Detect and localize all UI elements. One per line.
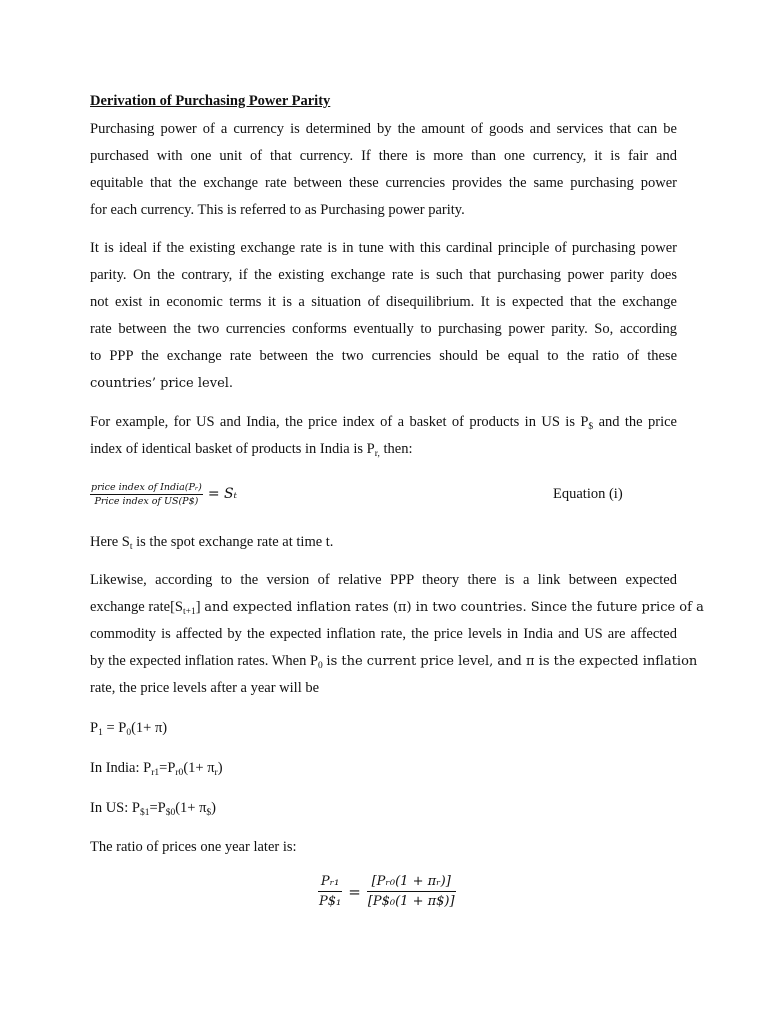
text-run: = P — [102, 720, 127, 736]
text-line: Likewise, according to the version of relative PPP theory there is a link between expected — [90, 572, 677, 588]
text-run: is the spot exchange rate at time t. — [132, 534, 334, 550]
formula-us — [90, 800, 216, 817]
subscript: r, — [374, 449, 380, 459]
text-run: In US: P — [90, 800, 140, 816]
paragraph-relative-ppp — [90, 567, 704, 702]
subscript: $0 — [165, 808, 176, 818]
text-run: =P — [149, 800, 166, 816]
equation-rhs: = Sₜ — [207, 486, 238, 502]
text-line: commodity is affected by the expected inflation rate, the price levels in India and US are affected — [90, 626, 677, 642]
text-run: ) — [211, 800, 217, 816]
subscript: $1 — [139, 808, 150, 818]
text-line: to PPP the exchange rate between the two currencies should be equal to the ratio of these — [90, 348, 677, 364]
text-run: In India: P — [90, 760, 152, 776]
subscript: $ — [206, 808, 212, 818]
fraction-denominator: [P$₀(1 + π$)] — [367, 894, 455, 909]
text-line — [90, 594, 704, 621]
paragraph-definition — [90, 116, 677, 224]
text-line: parity. On the contrary, if the existing exchange rate is such that purchasing power parity does — [90, 267, 677, 283]
text-run: (1+ π — [175, 800, 207, 816]
fraction — [367, 874, 456, 909]
text-run: For example, for US and India, the price index of a basket of products in US is P — [90, 414, 589, 430]
text-line: Purchasing power of a currency is determined by the amount of goods and services that can be — [90, 121, 677, 137]
text-line: countries’ price level. — [90, 376, 234, 391]
text-line: rate between the two currencies conforms eventually to purchasing power parity. So, according — [90, 321, 677, 337]
text-line — [90, 436, 677, 463]
text-line — [90, 648, 698, 675]
text-line: equitable that the exchange rate between these currencies provides the same purchasing power — [90, 175, 677, 191]
text-run: by the expected inflation rates. When P — [90, 653, 319, 669]
formula-india — [90, 760, 223, 777]
text-line — [90, 409, 677, 436]
text-run: then: — [379, 441, 413, 457]
subscript: r — [214, 768, 218, 778]
text-run: Here S — [90, 534, 130, 550]
subscript: t+1 — [183, 607, 196, 617]
formula-general — [90, 720, 167, 737]
paragraph-spot-rate — [90, 534, 333, 551]
fraction-numerator: [Pᵣ₀(1 + πᵣ)] — [371, 874, 451, 889]
subscript: t — [129, 542, 133, 552]
fraction-numerator: Pᵣ₁ — [320, 874, 340, 889]
fraction-bar — [318, 891, 342, 892]
text-line: not exist in economic terms it is a situation of disequilibrium. It is expected that the exchange — [90, 294, 677, 310]
fraction — [90, 482, 203, 507]
text-run: and expected inflation rates (π) in two countries. Since the future price of a — [204, 600, 704, 615]
subscript: 0 — [318, 661, 323, 671]
text-line: purchased with one unit of that currency. If there is more than one currency, it is fair and — [90, 148, 677, 164]
text-run: index of identical basket of products in India is P — [90, 441, 375, 457]
text-run: (1+ π — [183, 760, 215, 776]
text-run: (1+ π) — [131, 720, 168, 736]
text-run: ) — [217, 760, 223, 776]
fraction-denominator: Price index of US(P$) — [94, 495, 199, 507]
text-run: P — [90, 720, 99, 736]
subscript: r1 — [151, 768, 160, 778]
text-line: rate, the price levels after a year will be — [90, 680, 320, 696]
equation-spot-rate — [90, 476, 237, 512]
equals-sign: = — [348, 882, 361, 901]
subscript: 1 — [98, 728, 103, 738]
fraction-bar — [367, 891, 456, 892]
equation-label: Equation (i) — [553, 486, 623, 502]
fraction — [318, 874, 342, 909]
fraction-numerator: price index of India(Pᵣ) — [91, 481, 202, 493]
subscript: 0 — [126, 728, 132, 738]
text-run: =P — [159, 760, 176, 776]
text-line: It is ideal if the existing exchange rate is in tune with this cardinal principle of purchasing power — [90, 240, 677, 256]
subscript: $ — [588, 422, 594, 432]
text-line: for each currency. This is referred to as Purchasing power parity. — [90, 202, 465, 218]
paragraph-example — [90, 409, 677, 463]
ratio-intro: The ratio of prices one year later is: — [90, 839, 297, 855]
equation-price-ratio — [318, 874, 456, 909]
text-run: exchange rate[S — [90, 599, 183, 615]
fraction-bar — [90, 494, 203, 495]
text-run: ] — [195, 599, 205, 615]
text-run: is the current price level, and π is the expected inflation — [326, 654, 698, 669]
text-run: and the price — [593, 414, 677, 430]
fraction-denominator: P$₁ — [319, 894, 342, 909]
paragraph-equilibrium — [90, 235, 677, 397]
document-title: Derivation of Purchasing Power Parity — [90, 93, 331, 109]
subscript: r0 — [175, 768, 184, 778]
